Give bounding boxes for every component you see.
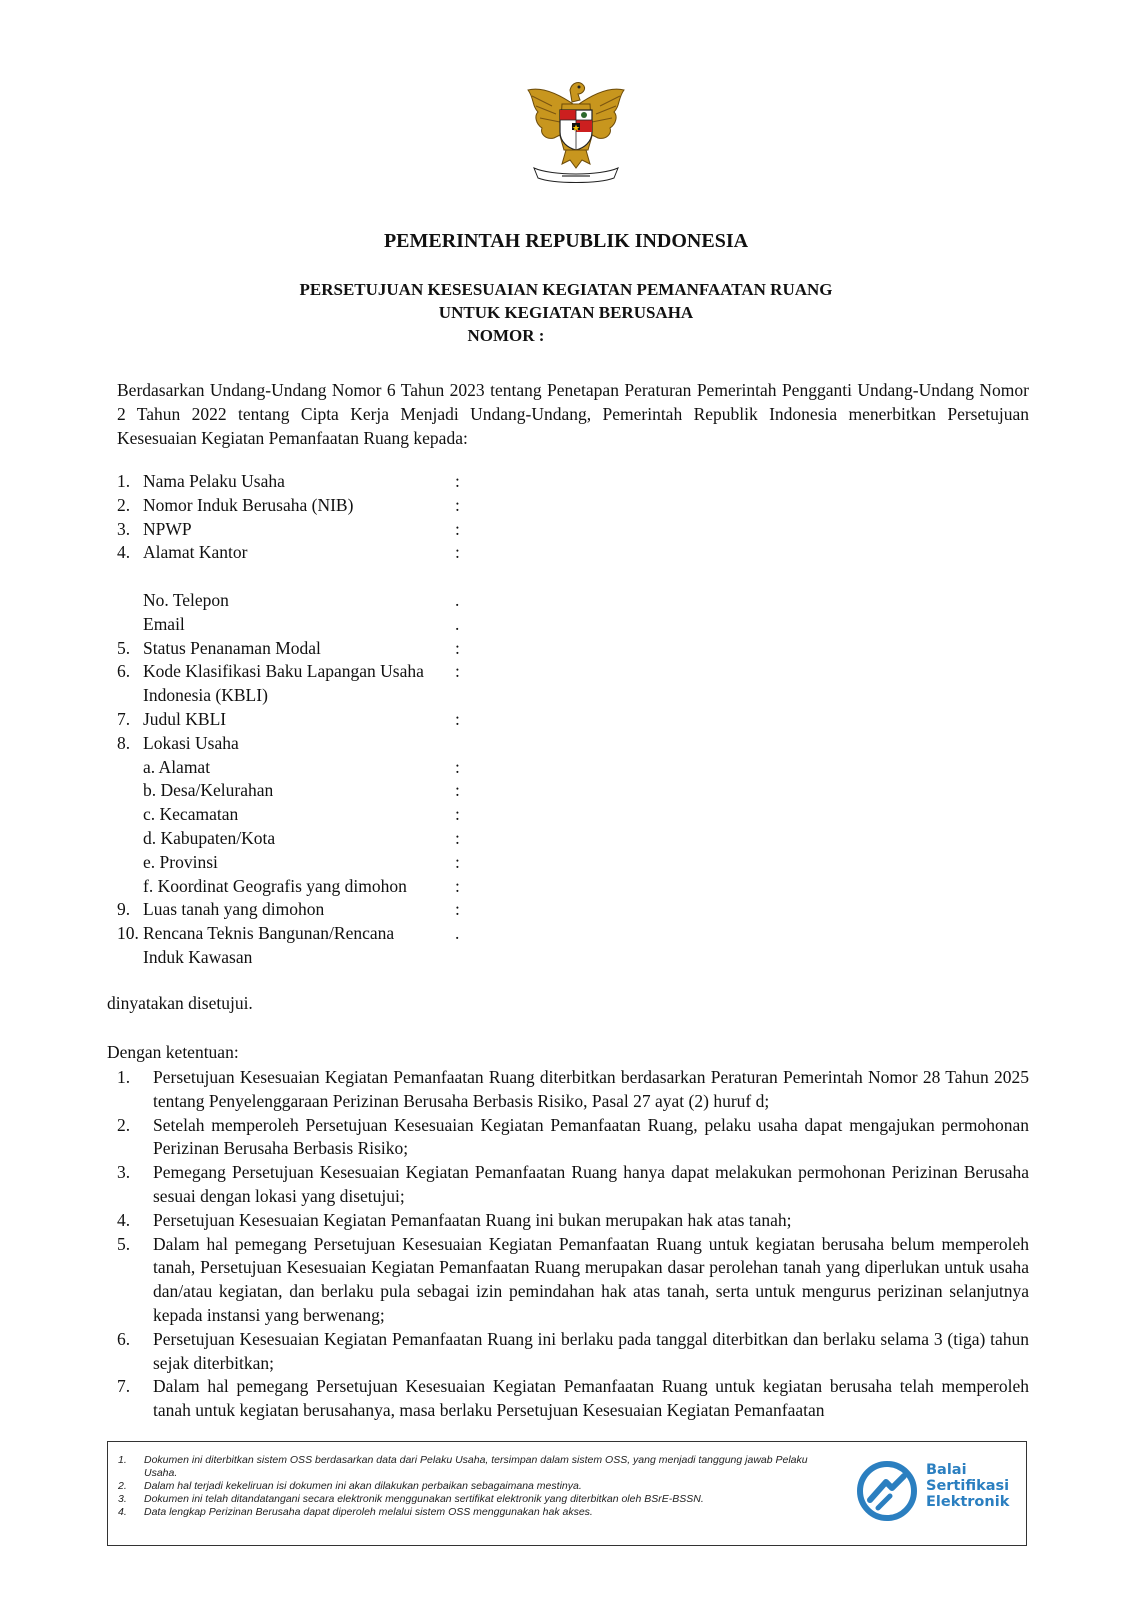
condition-text: Persetujuan Kesesuaian Kegiatan Pemanfaatan Ruang ini bukan merupakan hak atas tanah;	[153, 1209, 792, 1230]
field-label: e. Provinsi	[143, 851, 218, 872]
field-label: Judul KBLI	[143, 708, 227, 729]
footnote-item	[118, 1506, 818, 1519]
approval-statement: dinyatakan disetujui.	[107, 993, 253, 1013]
bsre-logo-line1: Balai	[926, 1462, 967, 1478]
condition-item	[117, 1161, 1029, 1209]
field-number: 8.	[117, 732, 131, 753]
field-separator: :	[455, 542, 460, 563]
condition-text: Persetujuan Kesesuaian Kegiatan Pemanfaatan Ruang ini berlaku pada tanggal diterbitkan dan berlaku selama 3 (tiga) tahun sejak diterbitkan;	[153, 1328, 1029, 1373]
footer-notes-box	[107, 1441, 1027, 1546]
conditions-list	[117, 1066, 1029, 1423]
field-separator: :	[455, 875, 460, 896]
field-label: NPWP	[143, 518, 192, 539]
condition-number: 7.	[117, 1376, 131, 1397]
footnote-number: 3.	[118, 1493, 127, 1505]
footnote-number: 4.	[118, 1506, 127, 1518]
condition-number: 1.	[117, 1067, 131, 1087]
field-label: a. Alamat	[143, 756, 211, 777]
field-label: Email	[143, 613, 185, 634]
footnote-text: Dokumen ini diterbitkan sistem OSS berdasarkan data dari Pelaku Usaha, tersimpan dalam sistem OSS, yang menjadi tanggung jawab Pelaku Usaha.	[144, 1454, 808, 1479]
document-title	[0, 278, 1132, 347]
condition-item	[117, 1114, 1029, 1162]
conditions-title: Dengan ketentuan:	[107, 1042, 239, 1062]
field-separator: :	[455, 708, 460, 729]
field-label: b. Desa/Kelurahan	[143, 780, 274, 801]
field-separator: :	[455, 518, 460, 539]
condition-text: Dalam hal pemegang Persetujuan Kesesuaian Kegiatan Pemanfaatan Ruang untuk kegiatan berusaha telah memperoleh tanah untuk kegiatan berusahanya, masa berlaku Persetujuan Kesesuaian Kegiatan Pemanfaatan	[153, 1376, 1029, 1421]
field-number: 7.	[117, 708, 131, 729]
bsre-logo-text	[926, 1462, 1009, 1510]
bsre-logo-line2: Sertifikasi	[926, 1478, 1010, 1494]
document-title-line1: PERSETUJUAN KESESUAIAN KEGIATAN PEMANFAATAN RUANG	[299, 280, 833, 299]
field-label: Alamat Kantor	[143, 542, 248, 563]
intro-paragraph: Berdasarkan Undang-Undang Nomor 6 Tahun 2023 tentang Penetapan Peraturan Pemerintah Pengganti Undang-Undang Nomor 2 Tahun 2022 tentang Cipta Kerja Menjadi Undang-Undang, Pemerintah Republik Indonesia menerbitkan Persetujuan Kesesuaian Kegiatan Pemanfaatan Ruang kepada:	[117, 380, 1029, 448]
field-separator: .	[455, 923, 460, 944]
condition-number: 6.	[117, 1328, 131, 1349]
field-separator: :	[455, 494, 460, 515]
field-number: 6.	[117, 661, 131, 682]
bsre-logo	[856, 1456, 1016, 1526]
field-separator: :	[455, 851, 460, 872]
condition-number: 3.	[117, 1162, 131, 1183]
bsre-logo-line3: Elektronik	[926, 1494, 1010, 1510]
field-number: 3.	[117, 518, 131, 539]
footnote-text: Dalam hal terjadi kekeliruan isi dokumen ini akan dilakukan perbaikan sebagaimana mestinya.	[144, 1480, 582, 1492]
footnote-item	[118, 1493, 818, 1506]
bsre-emblem-icon	[856, 1460, 918, 1522]
condition-number: 5.	[117, 1233, 131, 1254]
footnote-number: 1.	[118, 1454, 127, 1466]
field-separator: :	[455, 756, 460, 777]
field-label: Induk Kawasan	[143, 946, 253, 967]
field-label: Nama Pelaku Usaha	[143, 471, 285, 491]
condition-text: Pemegang Persetujuan Kesesuaian Kegiatan Pemanfaatan Ruang hanya dapat melakukan permohonan Perizinan Berusaha sesuai dengan lokasi yang disetujui;	[153, 1162, 1029, 1206]
footnote-number: 2.	[118, 1480, 127, 1492]
field-number: 2.	[117, 494, 131, 515]
government-title: PEMERINTAH REPUBLIK INDONESIA	[383, 230, 749, 252]
field-label: Nomor Induk Berusaha (NIB)	[143, 494, 354, 515]
field-number: 10.	[117, 923, 139, 944]
field-number: 9.	[117, 899, 131, 920]
field-separator: :	[455, 780, 460, 801]
field-separator: .	[455, 589, 460, 610]
field-separator: .	[455, 613, 460, 634]
field-label: Rencana Teknis Bangunan/Rencana	[143, 923, 395, 944]
condition-number: 2.	[117, 1114, 131, 1135]
document-number-label: NOMOR :	[467, 326, 545, 345]
footnote-item	[118, 1454, 818, 1480]
condition-item	[117, 1328, 1029, 1376]
field-label: Indonesia (KBLI)	[143, 685, 268, 706]
field-separator: :	[455, 899, 460, 920]
condition-item	[117, 1375, 1029, 1423]
garuda-pancasila-emblem	[522, 76, 630, 188]
footnote-item	[118, 1480, 818, 1493]
field-label: No. Telepon	[143, 589, 229, 610]
condition-text: Dalam hal pemegang Persetujuan Kesesuaian Kegiatan Pemanfaatan Ruang untuk kegiatan berusaha belum memperoleh tanah, Persetujuan Kesesuaian Kegiatan Pemanfaatan Ruang merupakan dasar perolehan tanah yang diperlukan untuk usaha dan/atau kegiatan, dan berlaku pula sebagai izin pemindahan hak atas tanah, serta untuk mengurus perizinan selanjutnya kepada instansi yang berwenang;	[153, 1233, 1029, 1325]
field-label: Kode Klasifikasi Baku Lapangan Usaha	[143, 661, 424, 682]
condition-number: 4.	[117, 1209, 131, 1230]
footnote-text: Dokumen ini telah ditandatangani secara elektronik menggunakan sertifikat elektronik yang diterbitkan oleh BSrE-BSSN.	[144, 1493, 704, 1505]
condition-item	[117, 1209, 1029, 1233]
condition-item	[117, 1066, 1029, 1114]
condition-text: Setelah memperoleh Persetujuan Kesesuaian Kegiatan Pemanfaatan Ruang, pelaku usaha dapat mengajukan permohonan Perizinan Berusaha Berbasis Risiko;	[153, 1114, 1029, 1159]
field-number: 4.	[117, 542, 131, 563]
field-label: Luas tanah yang dimohon	[143, 899, 325, 920]
field-label: Status Penanaman Modal	[143, 637, 321, 658]
field-number: 1.	[117, 471, 131, 491]
condition-item	[117, 1233, 1029, 1328]
field-separator: :	[455, 637, 460, 658]
footnote-list	[118, 1454, 818, 1519]
field-separator: :	[455, 661, 460, 682]
document-title-line2: UNTUK KEGIATAN BERUSAHA	[438, 303, 694, 322]
footnote-text: Data lengkap Perizinan Berusaha dapat diperoleh melalui sistem OSS menggunakan hak akses.	[144, 1506, 593, 1518]
condition-text: Persetujuan Kesesuaian Kegiatan Pemanfaatan Ruang diterbitkan berdasarkan Peraturan Pemerintah Nomor 28 Tahun 2025 tentang Penyelenggaraan Perizinan Berusaha Berbasis Risiko, Pasal 27 ayat (2) huruf d;	[153, 1067, 1029, 1111]
field-separator: :	[455, 804, 460, 825]
field-label: Lokasi Usaha	[143, 732, 239, 753]
field-separator: :	[455, 827, 460, 848]
field-label: d. Kabupaten/Kota	[143, 827, 276, 848]
field-number: 5.	[117, 637, 131, 658]
field-label: c. Kecamatan	[143, 804, 239, 825]
field-separator: :	[455, 471, 460, 491]
field-label: f. Koordinat Geografis yang dimohon	[143, 875, 407, 896]
